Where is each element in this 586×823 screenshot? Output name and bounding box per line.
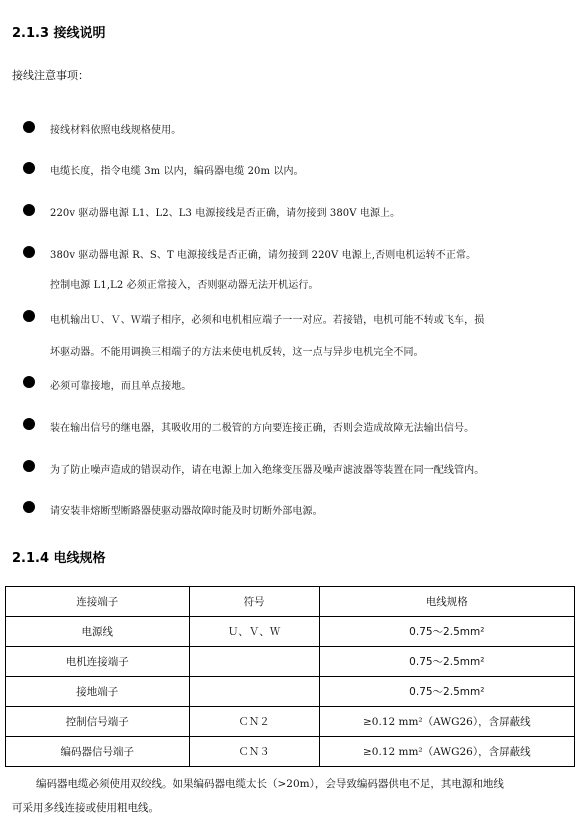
cell-terminal: 电源线: [6, 617, 190, 647]
wire-spec-table: [5, 586, 575, 767]
bullet-icon: [23, 418, 35, 430]
note-item-6: 必须可靠接地，而且单点接地。: [50, 381, 192, 392]
bullet-icon: [23, 501, 35, 513]
note-item-1: 接线材料依照电线规格使用。: [50, 125, 182, 136]
table-header-row: [6, 587, 575, 617]
note-item-2: 电缆长度，指令电缆 3m 以内，编码器电缆 20m 以内。: [50, 166, 304, 177]
note-item-5-line-2: 坏驱动器。不能用调换三相端子的方法来使电机反转，这一点与异步电机完全不同。: [50, 347, 424, 358]
cell-terminal: 电机连接端子: [6, 647, 190, 677]
table-row: [6, 677, 575, 707]
column-header-symbol: 符号: [189, 587, 319, 617]
cell-spec: 0.75～2.5mm²: [319, 617, 574, 647]
table-row: [6, 707, 575, 737]
cell-symbol: [189, 677, 319, 707]
cell-spec: 0.75～2.5mm²: [319, 647, 574, 677]
bullet-icon: [23, 376, 35, 388]
cell-terminal: 编码器信号端子: [6, 737, 190, 767]
cell-symbol: [189, 647, 319, 677]
bullet-icon: [23, 162, 35, 174]
note-item-3: 220v 驱动器电源 L1、L2、L3 电源接线是否正确，请勿接到 380V 电源上。: [50, 208, 401, 219]
bullet-icon: [23, 121, 35, 133]
cell-terminal: 接地端子: [6, 677, 190, 707]
bullet-icon: [23, 310, 35, 322]
note-item-9: 请安装非熔断型断路器使驱动器故障时能及时切断外部电源。: [50, 506, 323, 517]
bullet-icon: [23, 460, 35, 472]
note-item-4-line-1: 380v 驱动器电源 R、S、T 电源接线是否正确，请勿接到 220V 电源上,否则电机运转不正常。: [50, 250, 477, 261]
table-row: [6, 647, 575, 677]
section-heading-wiring: 2.1.3 接线说明: [12, 26, 106, 41]
cell-symbol: ＣＮ２: [189, 707, 319, 737]
cell-spec: ≥0.12 mm²（AWG26），含屏蔽线: [319, 707, 574, 737]
note-item-5-line-1: 电机输出Ｕ、Ｖ、Ｗ端子相序，必须和电机相应端子一一对应。若接错，电机可能不转或飞车，损: [50, 315, 485, 326]
bullet-icon: [23, 246, 35, 258]
table-row: [6, 617, 575, 647]
cell-terminal: 控制信号端子: [6, 707, 190, 737]
footer-note-line-1: 编码器电缆必须使用双绞线。如果编码器电缆太长（>20m），会导致编码器供电不足，其电源和地线: [36, 778, 504, 790]
note-item-4-line-2: 控制电源 L1,L2 必须正常接入，否则驱动器无法开机运行。: [50, 280, 319, 291]
table-row: [6, 737, 575, 767]
cell-symbol: ＣＮ３: [189, 737, 319, 767]
intro-text: 接线注意事项：: [12, 69, 89, 82]
column-header-spec: 电线规格: [319, 587, 574, 617]
section-heading-wire-spec: 2.1.4 电线规格: [12, 551, 106, 566]
column-header-terminal: 连接端子: [6, 587, 190, 617]
cell-spec: ≥0.12 mm²（AWG26），含屏蔽线: [319, 737, 574, 767]
cell-spec: 0.75～2.5mm²: [319, 677, 574, 707]
note-item-7: 装在输出信号的继电器，其吸收用的二极管的方向要连接正确，否则会造成故障无法输出信号。: [50, 423, 475, 434]
cell-symbol: Ｕ、Ｖ、Ｗ: [189, 617, 319, 647]
note-item-8: 为了防止噪声造成的错误动作，请在电源上加入绝缘变压器及噪声滤波器等装置在同一配线管内。: [50, 465, 485, 476]
footer-note-line-2: 可采用多线连接或使用粗电线。: [12, 802, 159, 814]
bullet-icon: [23, 204, 35, 216]
